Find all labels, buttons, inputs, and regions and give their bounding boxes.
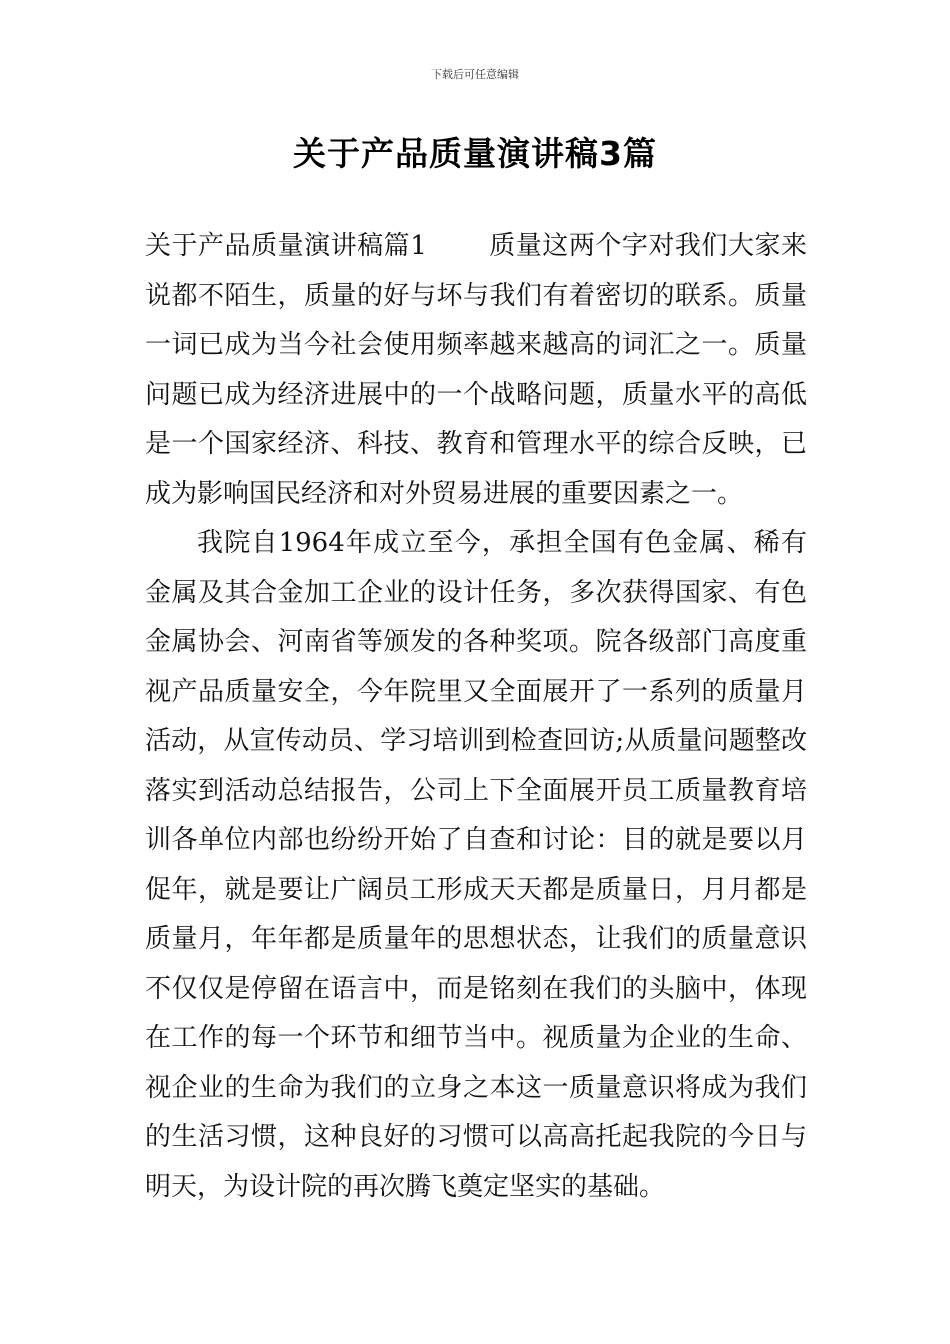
- paragraph-1-text: 质量这两个字对我们大家来说都不陌生，质量的好与坏与我们有着密切的联系。质量一词已成为当今社会使用频率越来越高的词汇之一。质量问题已成为经济进展中的一个战略问题，质量水平的高低是一个国家经济、科技、教育和管理水平的综合反映，已成为影响国民经济和对外贸易进展的重要因素之一。: [145, 231, 807, 509]
- document-title: 关于产品质量演讲稿3篇: [293, 134, 657, 173]
- header-note: 下载后可任意编辑: [431, 68, 519, 81]
- section-heading: 关于产品质量演讲稿篇1: [145, 231, 427, 261]
- document-body: [145, 222, 807, 1212]
- paragraph-1: [145, 222, 807, 519]
- paragraph-2: 我院自1964年成立至今，承担全国有色金属、稀有金属及其合金加工企业的设计任务，多次获得国家、有色金属协会、河南省等颁发的各种奖项。院各级部门高度重视产品质量安全，今年院里又全面展开了一系列的质量月活动，从宣传动员、学习培训到检查回访;从质量问题整改落实到活动总结报告，公司上下全面展开员工质量教育培训各单位内部也纷纷开始了自查和讨论：目的就是要以月促年，就是要让广阔员工形成天天都是质量日，月月都是质量月，年年都是质量年的思想状态，让我们的质量意识不仅仅是停留在语言中，而是铭刻在我们的头脑中，体现在工作的每一个环节和细节当中。视质量为企业的生命、视企业的生命为我们的立身之本这一质量意识将成为我们的生活习惯，这种良好的习惯可以高高托起我院的今日与明天，为设计院的再次腾飞奠定坚实的基础。: [145, 528, 807, 1202]
